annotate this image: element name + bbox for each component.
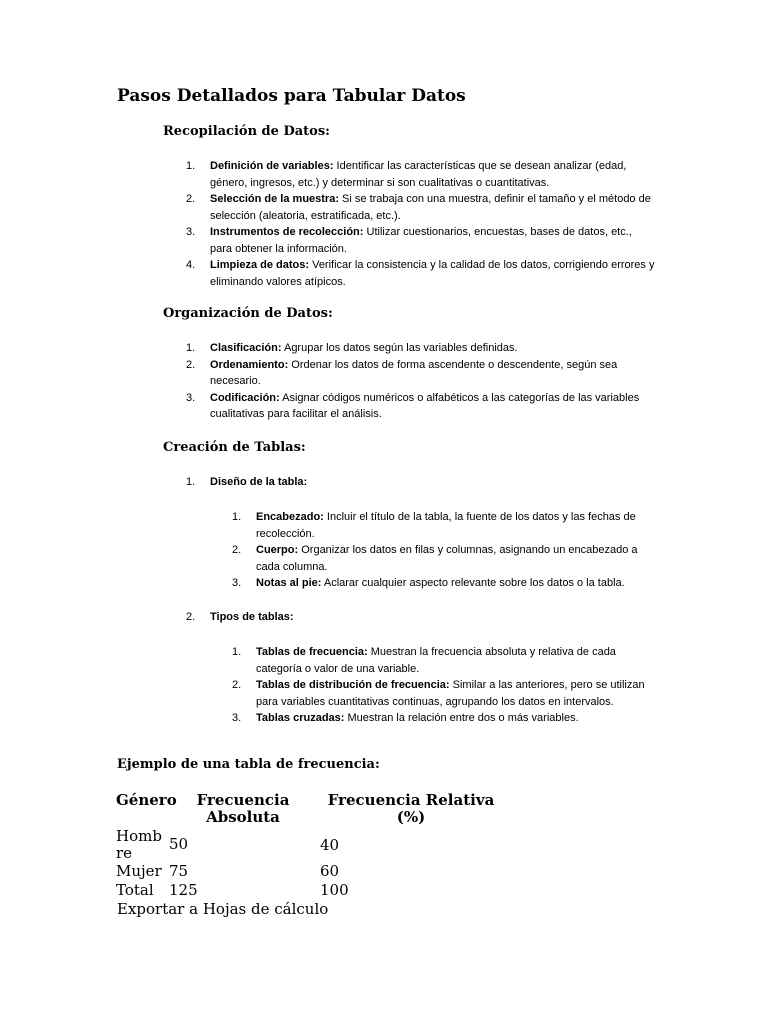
item-number: 2. bbox=[186, 193, 196, 205]
item-number: 2. bbox=[232, 679, 242, 691]
subsection-diseno bbox=[186, 474, 307, 491]
table-cell-relativa: 40 bbox=[320, 836, 340, 854]
item-text: Verificar la consistencia y la calidad de los datos, corrigiendo errores y eliminando valores atípicos. bbox=[210, 259, 655, 288]
item-number: 3. bbox=[186, 226, 196, 238]
export-spreadsheet-link[interactable]: Exportar a Hojas de cálculo bbox=[117, 900, 329, 918]
item-number: 2. bbox=[232, 544, 242, 556]
list-item bbox=[186, 340, 656, 357]
item-text: Similar a las anteriores, pero se utilizan para variables cuantitativas continuas, agrupando los datos en intervalos. bbox=[256, 679, 645, 708]
recopilacion-list bbox=[186, 158, 656, 290]
item-text: Identificar las características que se desean analizar (edad, género, ingresos, etc.) y determinar si son cualitativas o cuantitativas. bbox=[210, 160, 627, 189]
table-cell-genero: Mujer bbox=[116, 862, 162, 880]
item-term: Tablas de distribución de frecuencia: bbox=[256, 679, 450, 691]
item-number: 1. bbox=[232, 646, 242, 658]
table-cell-absoluta: 125 bbox=[169, 881, 198, 899]
list-item bbox=[186, 158, 656, 191]
item-term: Ordenamiento: bbox=[210, 358, 289, 371]
item-number: 3. bbox=[186, 391, 196, 404]
list-item bbox=[232, 677, 652, 710]
item-term: Instrumentos de recolección: bbox=[210, 226, 364, 238]
list-item bbox=[186, 357, 656, 390]
table-cell-genero: Total bbox=[116, 881, 154, 899]
item-term: Codificación: bbox=[210, 391, 280, 404]
list-item bbox=[186, 257, 656, 290]
list-item bbox=[232, 644, 652, 677]
item-text: Organizar los datos en filas y columnas, asignando un encabezado a cada columna. bbox=[256, 544, 638, 573]
section-heading-recopilacion: Recopilación de Datos: bbox=[163, 124, 330, 139]
tipos-list bbox=[232, 644, 652, 727]
column-header-frecuencia-relativa: Frecuencia Relativa (%) bbox=[327, 791, 495, 826]
item-text: Ordenar los datos de forma ascendente o descendente, según sea necesario. bbox=[210, 358, 618, 387]
subsection-label: Tipos de tablas: bbox=[210, 611, 294, 623]
item-term: Notas al pie: bbox=[256, 577, 322, 589]
list-item bbox=[232, 710, 652, 727]
table-cell-absoluta: 50 bbox=[169, 835, 189, 853]
item-term: Tablas de frecuencia: bbox=[256, 646, 368, 658]
list-item bbox=[232, 575, 652, 592]
item-term: Cuerpo: bbox=[256, 544, 299, 556]
subsection-tipos bbox=[186, 609, 294, 626]
item-text: Si se trabaja con una muestra, definir el tamaño y el método de selección (aleatoria, estratificada, etc.). bbox=[210, 193, 651, 222]
item-term: Tablas cruzadas: bbox=[256, 712, 345, 724]
item-text: Incluir el título de la tabla, la fuente de los datos y las fechas de recolección. bbox=[256, 511, 636, 540]
item-number: 1. bbox=[186, 160, 196, 172]
item-number: 2. bbox=[186, 358, 196, 371]
organizacion-list bbox=[186, 340, 656, 423]
item-text: Utilizar cuestionarios, encuestas, bases de datos, etc., para obtener la información. bbox=[210, 226, 632, 255]
subsection-label: Diseño de la tabla: bbox=[210, 476, 308, 488]
diseno-list bbox=[232, 509, 652, 592]
column-header-frecuencia-absoluta: Frecuencia Absoluta bbox=[196, 791, 290, 826]
item-number: 1. bbox=[186, 342, 196, 354]
item-number: 3. bbox=[232, 577, 242, 589]
item-number: 1. bbox=[232, 511, 242, 523]
item-term: Limpieza de datos: bbox=[210, 259, 310, 271]
item-text: Asignar códigos numéricos o alfabéticos a las categorías de las variables cualitativas para facilitar el análisis. bbox=[210, 391, 640, 420]
item-number: 1. bbox=[186, 476, 196, 488]
list-item bbox=[232, 542, 652, 575]
list-item bbox=[232, 509, 652, 542]
list-item bbox=[186, 390, 656, 423]
item-number: 3. bbox=[232, 712, 242, 724]
table-cell-absoluta: 75 bbox=[169, 862, 189, 880]
item-term: Selección de la muestra: bbox=[210, 193, 339, 205]
section-heading-organizacion: Organización de Datos: bbox=[163, 306, 333, 321]
item-text: Muestran la frecuencia absoluta y relativa de cada categoría o valor de una variable. bbox=[256, 646, 616, 675]
document-title: Pasos Detallados para Tabular Datos bbox=[117, 86, 466, 106]
list-item bbox=[186, 224, 656, 257]
section-heading-creacion: Creación de Tablas: bbox=[163, 440, 306, 455]
item-number: 2. bbox=[186, 611, 196, 623]
item-number: 4. bbox=[186, 259, 196, 271]
example-heading: Ejemplo de una tabla de frecuencia: bbox=[117, 757, 380, 772]
table-cell-relativa: 60 bbox=[320, 862, 340, 880]
item-text: Muestran la relación entre dos o más variables. bbox=[344, 712, 579, 724]
item-term: Clasificación: bbox=[210, 342, 282, 354]
column-header-genero: Género bbox=[116, 791, 177, 809]
item-text: Agrupar los datos según las variables definidas. bbox=[281, 342, 518, 354]
list-item bbox=[186, 191, 656, 224]
item-term: Definición de variables: bbox=[210, 160, 334, 172]
item-text: Aclarar cualquier aspecto relevante sobre los datos o la tabla. bbox=[321, 577, 625, 589]
table-cell-relativa: 100 bbox=[320, 881, 349, 899]
item-term: Encabezado: bbox=[256, 511, 324, 523]
table-cell-genero: Hombre bbox=[116, 827, 162, 862]
